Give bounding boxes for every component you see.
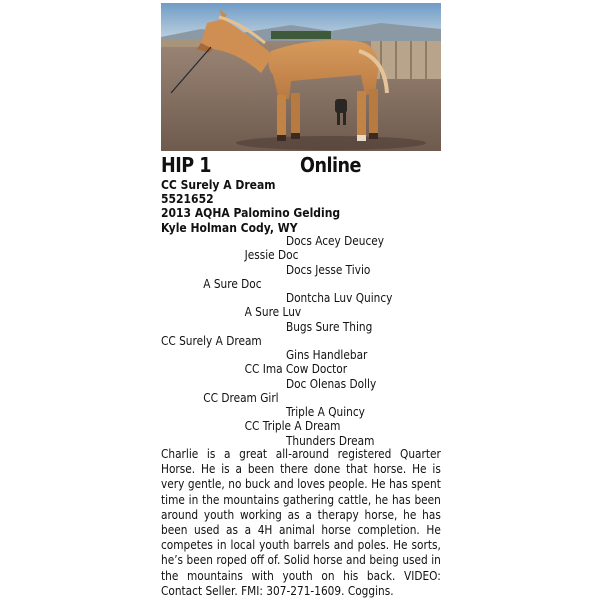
horse-description: Charlie is a great all-around registered Quarter Horse. He is a been there done that horse. He is very gentle, no buck and loves people. He has spent time in the mountains gathering cattle, he has been around youth working as a therapy horse, he has been used as a 4H animal horse completion. He competes in local youth barrels and poles. He sorts, he’s been roped off of. Solid horse and being used in the mountains with youth on his back. VIDEO: Contact Seller. FMI: 307-271-1609. Coggins. [161, 447, 441, 598]
sale-status: Online [300, 153, 361, 177]
horse-details: 2013 AQHA Palomino Gelding [161, 206, 341, 221]
pedigree-entry: A Sure Doc [203, 276, 262, 291]
pedigree-entry: CC Surely A Dream [161, 333, 262, 348]
pedigree-entry: Docs Acey Deucey [285, 234, 385, 248]
pedigree-entry: Docs Jesse Tivio [285, 262, 371, 277]
pedigree-entry: Triple A Quincy [285, 405, 365, 419]
tree-line [271, 31, 331, 39]
pedigree-entry: A Sure Luv [244, 305, 302, 320]
pedigree-entry: Dontcha Luv Quincy [285, 291, 393, 305]
consignor: Kyle Holman Cody, WY [161, 220, 298, 235]
pedigree-entry: CC Dream Girl [203, 390, 279, 405]
hip-header [161, 153, 407, 179]
pedigree-entry: Thunders Dream [285, 433, 375, 448]
pedigree-entry: CC Triple A Dream [244, 419, 341, 434]
horse-name: CC Surely A Dream [161, 178, 276, 192]
horse-photo [161, 3, 441, 151]
horse-shadow [236, 136, 426, 150]
pedigree-entry: Jessie Doc [244, 248, 299, 263]
pedigree-entry: Gins Handlebar [285, 348, 368, 362]
pedigree-entry: Bugs Sure Thing [285, 319, 373, 334]
pedigree-entry: Doc Olenas Dolly [285, 376, 377, 391]
registration-number: 5521652 [161, 192, 214, 207]
hip-number: HIP 1 [161, 153, 211, 177]
horse-info [161, 178, 340, 235]
pedigree-entry: CC Ima Cow Doctor [244, 362, 348, 377]
pedigree [161, 234, 392, 448]
